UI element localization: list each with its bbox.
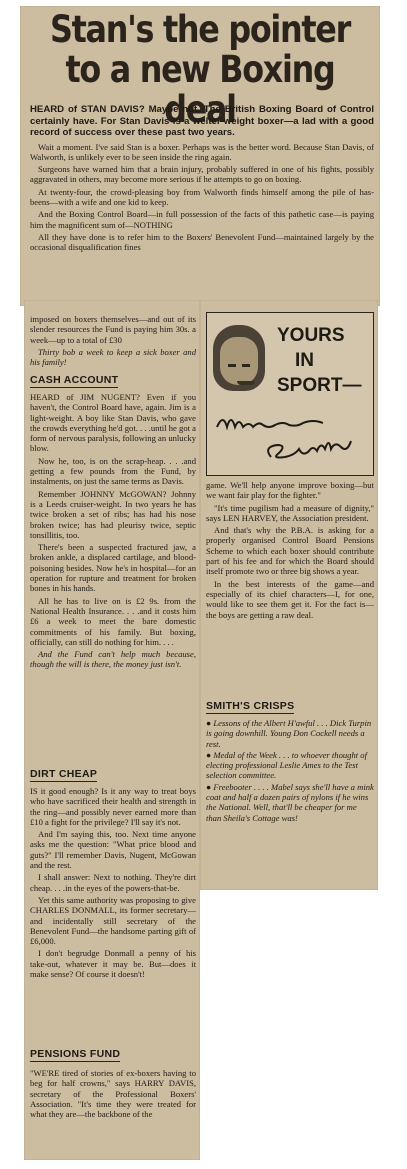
cash-paragraph: All he has to live on is £2 9s. from the National Health Insurance. . . .and it costs him £6 a week to meet the bare domestic commitments of his family. But boxing, officially, can still do nothing for him. . . . (30, 595, 196, 647)
crisps-item: ● Freebooter . . . . Mabel says she'll have a mink coat and half a dozen pairs of nylons if he wins the National. Well, that'll be cheaper for me than Sheila's Cottage was! (206, 781, 374, 823)
portrait-eye (228, 364, 236, 367)
cash-paragraph: Now he, too, is on the scrap-heap. . . .and getting a few pounds from the Fund, by instalments, on just the same terms as Davis. (30, 455, 196, 487)
badge-line: IN (295, 350, 314, 371)
right-paragraph: "It's time pugilism had a measure of dignity," says LEN HARVEY, the Association president. (206, 502, 374, 523)
signature-graphic (211, 405, 369, 471)
dirt-cheap-body (30, 786, 196, 981)
crisps-item: ● Medal of the Week . . . to whoever thought of electing professional Leslie Ames to the Test selection committee. (206, 749, 367, 781)
top-paragraph: At twenty-four, the crowd-pleasing boy from Walworth finds himself among the pile of has-beens—with a wife and one kid to keep. (30, 186, 374, 207)
top-paragraph: Surgeons have warned him that a brain injury, probably suffered in one of his fights, possibly aggravated in others, may become more serious if he attempts to go on boxing. (30, 164, 374, 185)
dirt-paragraph: And I'm saying this, too. Next time anyone asks me the question: "What price blood and guts?" I'll remember Davis, Nugent, McGowan and the rest. (30, 829, 196, 871)
article-top (30, 104, 374, 254)
dirt-paragraph: IS it good enough? Is it any way to treat boys who have sacrificed their health and strength in the ring—and possibly never earned more than £10 a fight for the privilege? I'll say it's not. (30, 786, 196, 827)
dirt-paragraph: Yet this same authority was proposing to give CHARLES DONMALL, its former secretary—and incidentally still secretary of the Benevolent Fund—the handsome parting gift of £6,000. (30, 894, 196, 947)
smiths-crisps-body (206, 718, 374, 824)
headline: Stan's the pointer to a new Boxing deal (49, 8, 351, 131)
badge-line: SPORT— (277, 375, 362, 396)
yours-in-sport-badge (206, 312, 374, 476)
badge-line: YOURS (277, 325, 345, 346)
pensions-fund-heading: PENSIONS FUND (30, 1048, 121, 1060)
cash-paragraph: There's been a suspected fractured jaw, a broken ankle, a displaced cartilage, and blood-poisoning besides. Now he's in hospital—for an operation for rupture and treatment for broken bones in his hands. (30, 542, 196, 594)
crisps-item-text: Freebooter . . . . Mabel says she'll have a mink coat and half a dozen pairs of nylons if he wins the National. Well, that'll be cheaper for me than Sheila's Cottage was! (206, 781, 374, 823)
intro-paragraph: HEARD of STAN DAVIS? Maybe not. The British Boxing Board of Control certainly have. For Stan Davis is a welter-weight boxer—a lad with a good record of success over these past two years. (30, 104, 374, 138)
right-paragraph: In the best interests of the game—and especially of its chief characters—I, for one, would like to see them get it. For the fact is—the boys are getting a raw deal. (206, 578, 374, 620)
crisps-item: ● Lessons of the Albert H'awful . . . Dick Turpin is going downhill. Young Don Cockell needs a rest. (206, 718, 372, 749)
smiths-crisps-heading: SMITH'S CRISPS (206, 700, 295, 712)
left-italic-note: Thirty bob a week to keep a sick boxer and his family! (30, 346, 196, 368)
dirt-cheap-heading: DIRT CHEAP (30, 768, 98, 780)
cash-paragraph: Remember JOHNNY McGOWAN? Johnny is a Leeds cruiser-weight. In two years he has twice broken a set of ribs; has had his nose broken twice; has had pleurisy twice, septic tonsillitis, too. (30, 488, 196, 540)
cash-italic-note: And the Fund can't help much because, though the will is there, the money just isn't. (30, 649, 196, 670)
portrait-mouth (237, 381, 255, 385)
portrait-face (220, 337, 258, 385)
top-paragraph: All they have done is to refer him to the Boxers' Benevolent Fund—maintained largely by the occasional disqualification fines (30, 231, 374, 253)
crisps-item-text: Medal of the Week . . . to whoever thought of electing professional Leslie Ames to the Test selection committee. (206, 749, 367, 781)
right-paragraph: And that's why the P.B.A. is asking for a properly organised Control Board Pensions Scheme to which each boxer should contribute part of his fee and for which the Board should itself promote two or three big shows a year. (206, 525, 374, 577)
pensions-fund-body (30, 1068, 196, 1121)
cash-account-heading: CASH ACCOUNT (30, 374, 119, 386)
right-column-body (206, 480, 374, 622)
right-paragraph: game. We'll help anyone improve boxing—but we want fair play for the fighter." (206, 480, 374, 501)
left-paragraph: imposed on boxers themselves—and out of its slender resources the Fund is paying him 30s. a week—up to a total of £30 (30, 314, 196, 345)
badge-title (277, 323, 369, 398)
pensions-paragraph: "WE'RE tired of stories of ex-boxers having to beg for half crowns," says HARRY DAVIS, secretary of the Professional Boxers' Association. "It's time they were treated for what they are—the backbone of the (30, 1068, 196, 1120)
left-column-top (30, 314, 196, 369)
portrait-eye (242, 364, 250, 367)
dirt-paragraph: I shall answer: Next to nothing. They're dirt cheap. . . .in the eyes of the powers-that-be. (30, 872, 196, 893)
cash-paragraph: HEARD of JIM NUGENT? Even if you haven't, the Control Board have, again. Jim is a light-weight. A boy like Stan Davis, who gave the crowds everything he'd got. . . .until he got a form of nervous paralysis, following an unlucky blow. (30, 392, 196, 454)
cash-account-body (30, 392, 196, 672)
top-paragraph: And the Boxing Control Board—in full possession of the facts of this pathetic case—is paying him the magnificent sum of—NOTHING (30, 209, 374, 230)
top-paragraph: Wait a moment. I've said Stan is a boxer. Perhaps was is the better word. Because Stan Davis, of Walworth, is unlikely ever to be seen inside the ring again. (30, 141, 374, 162)
author-portrait (213, 325, 265, 391)
dirt-paragraph: I don't begrudge Donmall a penny of his take-out, whatever it may be. But—does it make sense? Of course it doesn't! (30, 948, 196, 980)
crisps-item-text: Lessons of the Albert H'awful . . . Dick Turpin is going downhill. Young Don Cockell needs a rest. (206, 718, 372, 749)
